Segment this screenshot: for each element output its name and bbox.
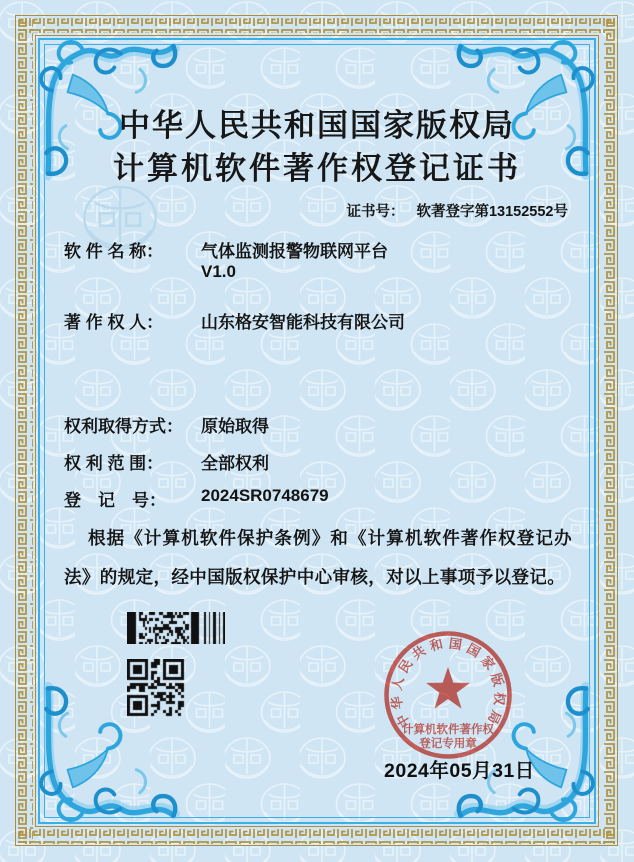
certificate-number-label: 证书号： (346, 204, 405, 220)
seal-caption-line1: 计算机软件著作权 (402, 724, 494, 736)
issue-date: 2024年05月31日 (384, 760, 535, 782)
field-value: 原始取得 (201, 417, 269, 436)
greek-key-border-top (18, 18, 616, 33)
field-label: 权 利 范 围： (64, 454, 164, 473)
official-seal (380, 627, 516, 763)
barcode-icon (127, 612, 225, 644)
certificate-title: 计算机软件著作权登记证书 (113, 151, 521, 186)
field-registration-number (64, 486, 329, 511)
field-label: 登 记 号： (64, 491, 166, 510)
seal-caption-line2: 登记专用章 (419, 738, 477, 750)
field-label: 软 件 名 称： (64, 242, 164, 261)
field-rights-scope (64, 449, 269, 474)
greek-key-border-bottom (18, 829, 616, 844)
certificate-number-value: 软著登字第13152552号 (416, 204, 568, 220)
field-value: 全部权利 (201, 454, 269, 473)
registration-statement: 根据《计算机软件保护条例》和《计算机软件著作权登记办法》的规定，经中国版权保护中心审核，对以上事项予以登记。 (64, 528, 572, 587)
qr-code-icon (127, 659, 185, 717)
field-label: 著 作 权 人： (64, 313, 164, 332)
field-label: 权利取得方式： (64, 417, 183, 436)
field-software-name (64, 237, 388, 262)
certificate-number (346, 200, 568, 221)
authority-title: 中华人民共和国国家版权局 (119, 108, 515, 143)
star-icon (426, 667, 470, 709)
field-value: 2024SR0748679 (201, 486, 329, 505)
field-value: 气体监测报警物联网平台 (201, 242, 388, 261)
field-copyright-owner (64, 308, 405, 333)
field-acquisition-method (64, 412, 269, 437)
field-value: 山东格安智能科技有限公司 (201, 313, 405, 332)
seal-ring-text: 中华人民共和国国家版权局 (388, 635, 508, 731)
software-version: V1.0 (201, 262, 236, 281)
